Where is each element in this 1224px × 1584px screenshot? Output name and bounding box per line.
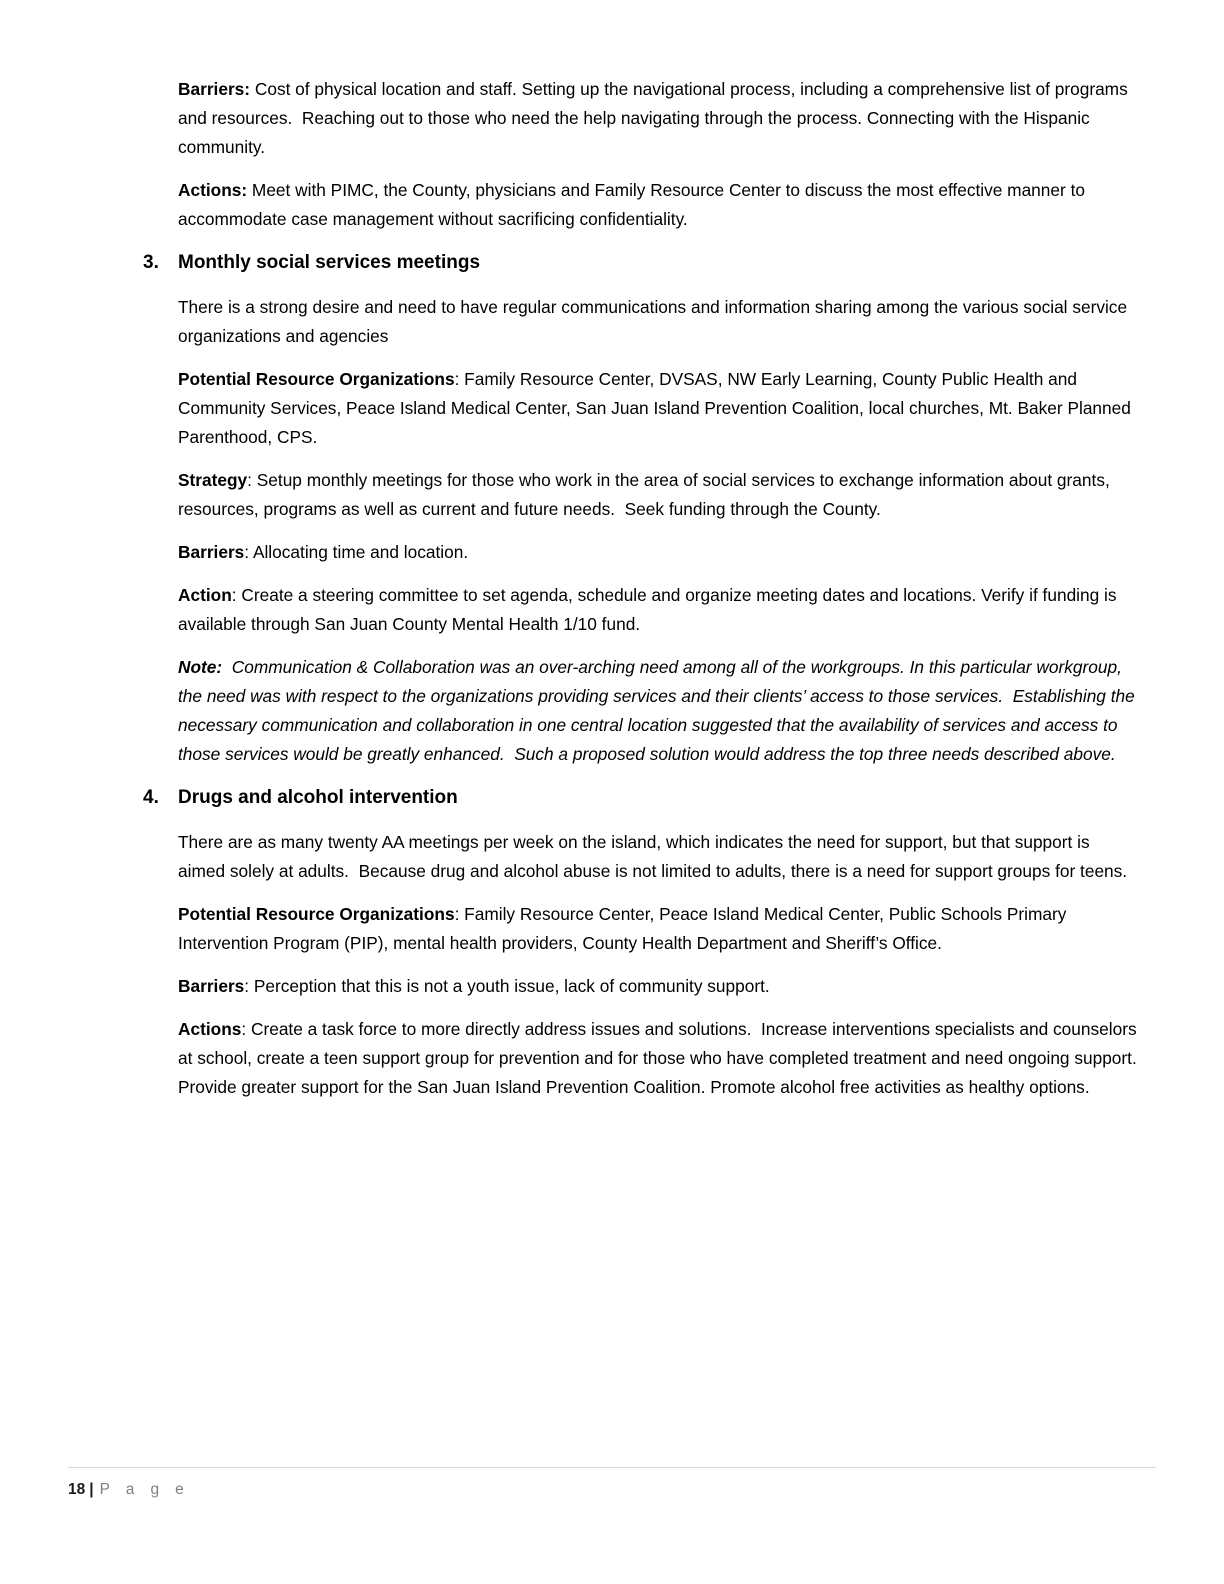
paragraph-label: Note:	[178, 657, 223, 677]
paragraph-text: : Allocating time and location.	[244, 542, 469, 562]
heading-number: 4.	[143, 787, 159, 808]
paragraph-text: There is a strong desire and need to have regular communications and information sharing among the various social service organizations and agencies	[178, 297, 1132, 346]
paragraph-text: Communication & Collaboration was an over-arching need among all of the workgroups. In this particular workgroup, the need was with respect to the organizations providing services and their clients’ access to those services. Establishing the necessary communication and collaboration in one central location suggested that the availability of services and access to those services would be greatly enhanced. Such a proposed solution would address the top three needs described above.	[178, 657, 1140, 764]
paragraph-strategy-meetings	[178, 466, 1140, 524]
heading-number: 3.	[143, 252, 159, 273]
paragraph-label: Potential Resource Organizations	[178, 369, 455, 389]
paragraph-aa-meetings-need	[178, 828, 1140, 886]
paragraph-social-services-need	[178, 293, 1140, 351]
paragraph-label: Barriers:	[178, 79, 251, 99]
paragraph-note-communication-collaboration	[178, 653, 1140, 769]
paragraph-label: Potential Resource Organizations	[178, 904, 455, 924]
paragraph-text: : Create a steering committee to set agenda, schedule and organize meeting dates and locations. Verify if funding is available through San Juan County Mental Health 1/10 fund.	[178, 585, 1122, 634]
paragraph-text: : Family Resource Center, Peace Island Medical Center, Public Schools Primary Intervention Program (PIP), mental health providers, County Health Department and Sheriff’s Office.	[178, 904, 1072, 953]
paragraph-text: Cost of physical location and staff. Setting up the navigational process, including a comprehensive list of programs and resources. Reaching out to those who need the help navigating through the process. Connecting with the Hispanic community.	[178, 79, 1133, 157]
paragraph-text: : Create a task force to more directly address issues and solutions. Increase interventions specialists and counselors at school, create a teen support group for prevention and for those who have completed treatment and need ongoing support. Provide greater support for the San Juan Island Prevention Coalition. Promote alcohol free activities as healthy options.	[178, 1019, 1142, 1097]
heading-text: Monthly social services meetings	[178, 252, 481, 273]
paragraph-label: Actions	[178, 1019, 242, 1039]
footer-page-number: 18	[68, 1481, 86, 1498]
section-heading-drugs-alcohol	[143, 783, 1140, 812]
paragraph-barriers-intervention	[178, 972, 1140, 1001]
document-body	[143, 75, 1142, 1116]
page-footer	[68, 1478, 190, 1502]
paragraph-actions-intervention	[178, 1015, 1140, 1102]
paragraph-text: There are as many twenty AA meetings per week on the island, which indicates the need for support, but that support is aimed solely at adults. Because drug and alcohol abuse is not limited to adults, there is a need for support groups for teens.	[178, 832, 1128, 881]
paragraph-barriers-case-management	[178, 75, 1140, 162]
paragraph-label: Actions:	[178, 180, 248, 200]
paragraph-text: : Family Resource Center, DVSAS, NW Early Learning, County Public Health and Community Services, Peace Island Medical Center, San Juan Island Prevention Coalition, local churches, Mt. Baker Planned Parenthood, CPS.	[178, 369, 1136, 447]
paragraph-resource-orgs-meetings	[178, 365, 1140, 452]
paragraph-action-meetings	[178, 581, 1140, 639]
paragraph-resource-orgs-intervention	[178, 900, 1140, 958]
footer-divider-line	[68, 1467, 1156, 1468]
paragraph-text: Meet with PIMC, the County, physicians and Family Resource Center to discuss the most effective manner to accommodate case management without sacrificing confidentiality.	[178, 180, 1090, 229]
paragraph-label: Barriers	[178, 542, 245, 562]
heading-text: Drugs and alcohol intervention	[178, 787, 458, 808]
section-heading-monthly-social-services	[143, 248, 1140, 277]
paragraph-text: : Perception that this is not a youth issue, lack of community support.	[244, 976, 770, 996]
paragraph-label: Strategy	[178, 470, 248, 490]
paragraph-text: : Setup monthly meetings for those who work in the area of social services to exchange information about grants, resources, programs as well as current and future needs. Seek funding through the County.	[178, 470, 1115, 519]
paragraph-actions-case-management	[178, 176, 1140, 234]
footer-separator: |	[89, 1481, 94, 1498]
paragraph-label: Barriers	[178, 976, 245, 996]
paragraph-label: Action	[178, 585, 232, 605]
footer-page-label: P a g e	[99, 1481, 190, 1498]
paragraph-barriers-meetings	[178, 538, 1140, 567]
